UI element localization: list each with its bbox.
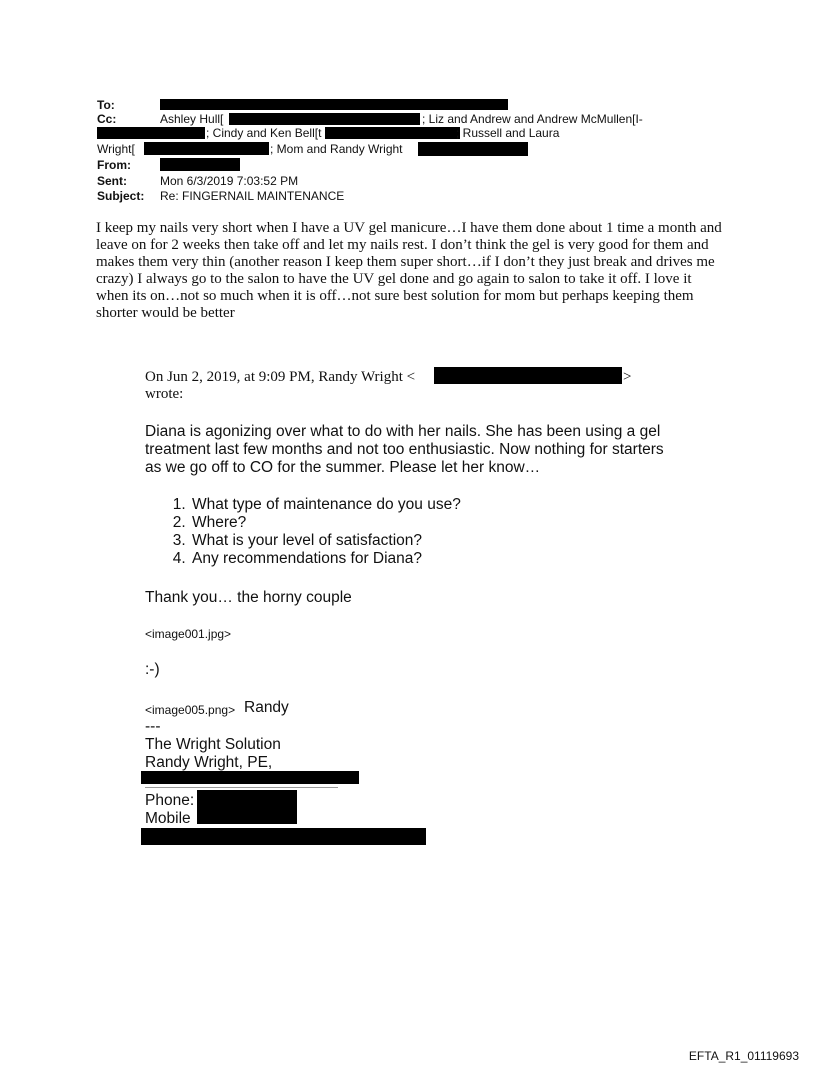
cc-label: Cc: bbox=[97, 112, 117, 126]
to-label: To: bbox=[97, 98, 115, 112]
cc-text-5: Wright[ bbox=[97, 142, 135, 156]
thanks-line: Thank you… the horny couple bbox=[145, 589, 352, 606]
email-underline-remnant bbox=[145, 787, 338, 788]
phone-label: Phone: bbox=[145, 792, 195, 809]
cc-text-4: ; Russell and Laura bbox=[456, 126, 560, 140]
quote-wrote: wrote: bbox=[145, 386, 184, 402]
redacted-cc-5 bbox=[418, 142, 528, 156]
redacted-cc-4 bbox=[144, 142, 269, 155]
redacted-sender-email bbox=[434, 367, 622, 384]
redacted-from bbox=[160, 158, 240, 171]
quoted-message: Diana is agonizing over what to do with her nails. She has been using a gel treatment last few months and not too enthusiastic. Now nothing for starters as we go off to CO for the summer. Please let her know… bbox=[145, 423, 664, 476]
redacted-to-address bbox=[160, 99, 508, 110]
quote-intro: On Jun 2, 2019, at 9:09 PM, Randy Wright < bbox=[145, 369, 416, 385]
redacted-cc-2 bbox=[97, 127, 205, 139]
reply-body-paragraph: I keep my nails very short when I have a UV gel manicure…I have them done about 1 time a month and leave on for 2 weeks then take off and let my nails rest. I don’t think the gel is very good for them and makes them very thin (another reason I keep them super short…if I don’t they just break and drives me crazy) I always go to the salon to have the UV gel done and go again to salon to take it off. I love it when its on…not so much when it is off…not sure best solution for mom but perhaps keeping them shorter would be better bbox=[96, 220, 722, 321]
cc-text-6: ; Mom and Randy Wright bbox=[270, 142, 403, 156]
redacted-cc-1 bbox=[229, 113, 420, 125]
from-label: From: bbox=[97, 158, 131, 172]
cc-text-3: ; Cindy and Ken Bell[t bbox=[206, 126, 322, 140]
redacted-mobile bbox=[197, 807, 297, 824]
subject-value: Re: FINGERNAIL MAINTENANCE bbox=[160, 189, 345, 203]
redacted-cc-3 bbox=[325, 127, 460, 139]
cc-text-2: ; Liz and Andrew and Andrew McMullen[I- bbox=[422, 112, 643, 126]
redacted-signature-line bbox=[141, 828, 426, 845]
attachment-name: Randy bbox=[244, 699, 289, 716]
list-item: 4. Any recommendations for Diana? bbox=[190, 550, 461, 568]
subject-label: Subject: bbox=[97, 189, 145, 203]
sent-label: Sent: bbox=[97, 174, 127, 188]
list-item: 3. What is your level of satisfaction? bbox=[190, 532, 461, 550]
document-id: EFTA_R1_01119693 bbox=[688, 1049, 799, 1063]
signature-separator: --- bbox=[145, 718, 161, 735]
list-item: 1. What type of maintenance do you use? bbox=[190, 496, 461, 514]
attachment-image001: <image001.jpg> bbox=[145, 627, 232, 641]
redacted-signature-email bbox=[141, 771, 359, 784]
attachment-image005: <image005.png> bbox=[145, 703, 236, 717]
smiley-text: :-) bbox=[145, 661, 160, 678]
cc-text-1: Ashley Hull[ bbox=[160, 112, 224, 126]
signature-company: The Wright Solution bbox=[145, 736, 281, 753]
question-list bbox=[145, 496, 461, 568]
sent-value: Mon 6/3/2019 7:03:52 PM bbox=[160, 174, 299, 188]
list-item: 2. Where? bbox=[190, 514, 461, 532]
quote-intro-end: > bbox=[623, 369, 632, 385]
signature-name: Randy Wright, PE, bbox=[145, 754, 273, 771]
mobile-label: Mobile bbox=[145, 810, 191, 827]
redacted-phone bbox=[197, 790, 297, 807]
